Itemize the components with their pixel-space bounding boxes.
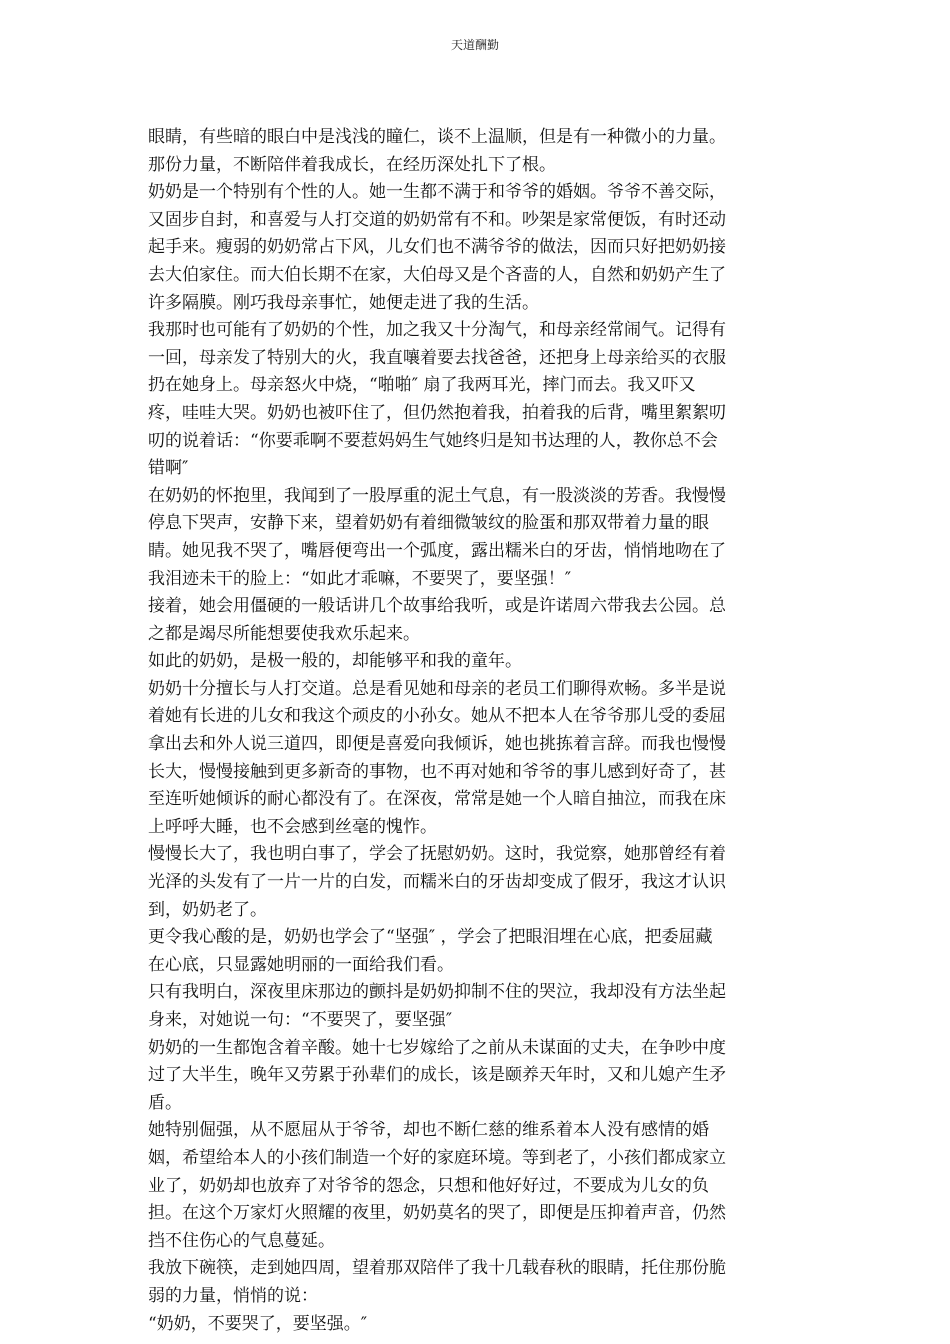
- text-line: 慢慢长大了，我也明白事了，学会了抚慰奶奶。这时，我觉察，她那曾经有着: [148, 844, 726, 865]
- text-line: 眼睛，有些暗的眼白中是浅浅的瞳仁，谈不上温顺，但是有一种微小的力量。: [148, 127, 726, 147]
- text-line: 盾。: [148, 1092, 182, 1113]
- text-line: 我泪迹未干的脸上：“如此才乖嘛，不要哭了，要坚强！″: [148, 568, 572, 589]
- text-line: 许多隔膜。刚巧我母亲事忙，她便走进了我的生活。: [148, 292, 539, 313]
- text-line: 一回，母亲发了特别大的火，我直嚷着要去找爸爸，还把身上母亲给买的衣服: [148, 347, 726, 368]
- text-line: 在奶奶的怀抱里，我闻到了一股厚重的泥土气息，有一股淡淡的芳香。我慢慢: [148, 485, 726, 506]
- text-line: 只有我明白，深夜里床那边的颤抖是奶奶抑制不住的哭泣，我却没有方法坐起: [148, 982, 726, 1003]
- text-line: 到，奶奶老了。: [148, 899, 267, 920]
- text-line: 上呼呼大睡，也不会感到丝毫的愧怍。: [148, 816, 437, 837]
- text-line: 业了，奶奶却也放弃了对爷爷的怨念，只想和他好好过，不要成为儿女的负: [148, 1175, 709, 1196]
- text-line: 长大，慢慢接触到更多新奇的事物，也不再对她和爷爷的事儿感到好奇了，甚: [148, 761, 726, 782]
- text-line: 过了大半生，晚年又劳累于孙辈们的成长，该是颐养天年时，又和儿媳产生矛: [148, 1065, 726, 1086]
- text-line: 起手来。瘦弱的奶奶常占下风，儿女们也不满爷爷的做法，因而只好把奶奶接: [148, 237, 726, 258]
- text-line: 扔在她身上。母亲怒火中烧，“啪啪″ 扇了我两耳光，摔门而去。我又吓又: [148, 375, 696, 396]
- text-line: “奶奶，不要哭了，要坚强。″: [148, 1313, 368, 1334]
- text-line: 身来，对她说一句：“不要哭了，要坚强″: [148, 1010, 453, 1030]
- text-line: 挡不住伤心的气息蔓延。: [148, 1230, 335, 1251]
- text-line: 接着，她会用僵硬的一般话讲几个故事给我听，或是许诺周六带我去公园。总: [148, 596, 726, 617]
- text-line: 奶奶十分擅长与人打交道。总是看见她和母亲的老员工们聊得欢畅。多半是说: [148, 678, 726, 699]
- text-line: 叨的说着话：“你要乖啊不要惹妈妈生气她终归是知书达理的人，教你总不会: [148, 430, 718, 451]
- text-line: 如此的奶奶，是极一般的，却能够平和我的童年。: [148, 651, 522, 672]
- text-line: 担。在这个万家灯火照耀的夜里，奶奶莫名的哭了，即便是压抑着声音，仍然: [148, 1203, 726, 1224]
- text-line: 错啊″: [148, 458, 189, 479]
- text-line: 着她有长进的儿女和我这个顽皮的小孙女。她从不把本人在爷爷那儿受的委屈: [148, 706, 726, 727]
- text-line: 停息下哭声，安静下来，望着奶奶有着细微皱纹的脸蛋和那双带着力量的眼: [148, 513, 709, 534]
- text-line: 拿出去和外人说三道四，即便是喜爱向我倾诉，她也挑拣着言辞。而我也慢慢: [148, 734, 726, 755]
- text-line: 奶奶的一生都饱含着辛酸。她十七岁嫁给了之前从未谋面的丈夫，在争吵中度: [148, 1037, 726, 1058]
- text-line: 光泽的头发有了一片一片的白发，而糯米白的牙齿却变成了假牙，我这才认识: [148, 872, 726, 893]
- text-line: 去大伯家住。而大伯长期不在家，大伯母又是个吝啬的人，自然和奶奶产生了: [148, 264, 726, 285]
- text-line: 奶奶是一个特别有个性的人。她一生都不满于和爷爷的婚姻。爷爷不善交际，: [148, 182, 726, 203]
- text-line: 我放下碗筷，走到她四周，望着那双陪伴了我十几载春秋的眼睛，托住那份脆: [148, 1258, 726, 1279]
- text-line: 在心底，只显露她明丽的一面给我们看。: [148, 954, 454, 975]
- text-line: 更令我心酸的是，奶奶也学会了“坚强″ ，学会了把眼泪埋在心底，把委屈藏: [148, 927, 713, 948]
- text-line: 我那时也可能有了奶奶的个性，加之我又十分淘气，和母亲经常闹气。记得有: [148, 320, 726, 341]
- text-line: 那份力量，不断陪伴着我成长，在经历深处扎下了根。: [148, 154, 556, 175]
- text-line: 她特别倔强，从不愿屈从于爷爷，却也不断仁慈的维系着本人没有感情的婚: [148, 1120, 709, 1141]
- text-line: 又固步自封，和喜爱与人打交道的奶奶常有不和。吵架是家常便饭，有时还动: [148, 209, 726, 230]
- page-header: 天道酬勤: [450, 38, 499, 52]
- text-line: 之都是竭尽所能想要使我欢乐起来。: [148, 623, 420, 644]
- text-line: 睛。她见我不哭了，嘴唇便弯出一个弧度，露出糯米白的牙齿，悄悄地吻在了: [148, 540, 726, 561]
- text-line: 疼，哇哇大哭。奶奶也被吓住了，但仍然抱着我，拍着我的后背，嘴里絮絮叨: [148, 402, 726, 423]
- text-line: 弱的力量，悄悄的说：: [148, 1285, 318, 1306]
- text-line: 至连听她倾诉的耐心都没有了。在深夜，常常是她一个人暗自抽泣，而我在床: [148, 789, 726, 810]
- text-line: 姻，希望给本人的小孩们制造一个好的家庭环境。等到老了，小孩们都成家立: [148, 1147, 726, 1168]
- document-body: [148, 124, 808, 1338]
